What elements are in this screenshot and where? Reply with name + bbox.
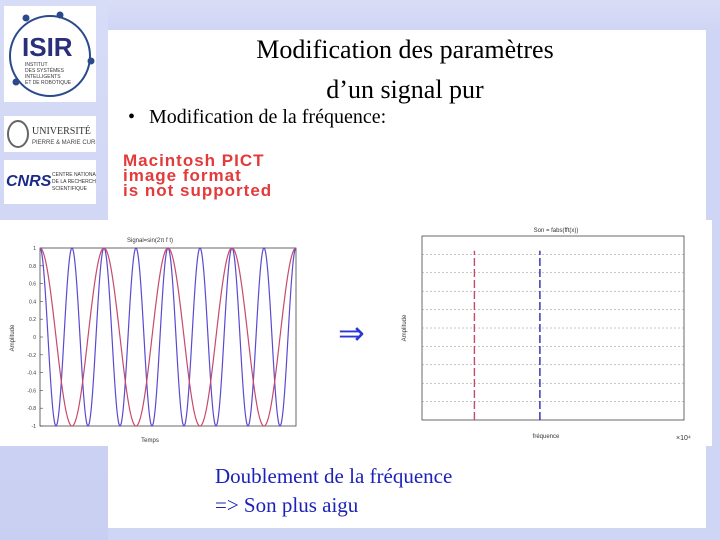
cnrs-wordmark: CNRS bbox=[6, 173, 52, 190]
cnrs-logo bbox=[4, 160, 96, 204]
isir-logo bbox=[4, 6, 96, 102]
bottom-band bbox=[108, 528, 720, 540]
implies-arrow: ⇒ bbox=[338, 314, 365, 352]
svg-text:ET DE ROBOTIQUE: ET DE ROBOTIQUE bbox=[25, 80, 72, 86]
top-band bbox=[108, 0, 720, 30]
caption-line-1: Doublement de la fréquence bbox=[215, 464, 453, 488]
svg-text:DES SYSTÈMES: DES SYSTÈMES bbox=[25, 68, 64, 74]
sine-series-1 bbox=[40, 248, 296, 426]
title-line-2: d’un signal pur bbox=[326, 75, 484, 104]
y-tick-label: 0.8 bbox=[29, 263, 36, 270]
time-signal-plot bbox=[0, 220, 300, 446]
svg-text:UNIVERSITÉ: UNIVERSITÉ bbox=[32, 126, 91, 137]
svg-text:SCIENTIFIQUE: SCIENTIFIQUE bbox=[52, 186, 88, 192]
upmc-logo bbox=[4, 116, 96, 152]
y-tick-label: 0.4 bbox=[29, 299, 36, 306]
y-tick-label: 0.6 bbox=[29, 281, 36, 288]
title-line-1: Modification des paramètres bbox=[256, 35, 554, 64]
y-tick-label: 0 bbox=[33, 335, 36, 341]
y-tick-label: 0.2 bbox=[29, 317, 36, 324]
plot-left-axes bbox=[40, 248, 296, 426]
plot-right-xscale: ×10⁴ bbox=[676, 435, 691, 442]
svg-text:PIERRE & MARIE CURIE: PIERRE & MARIE CURIE bbox=[32, 140, 96, 146]
plot-left-title: Signal=sin(2π f t) bbox=[127, 238, 173, 244]
y-tick-label: -0.8 bbox=[27, 406, 36, 413]
y-tick-label: -0.6 bbox=[27, 388, 36, 395]
svg-text:INSTITUT: INSTITUT bbox=[25, 62, 48, 68]
plot-right-title: Son = fabs(fft(x)) bbox=[533, 228, 579, 234]
bullet-item bbox=[128, 106, 386, 129]
y-tick-label: -0.4 bbox=[27, 370, 36, 377]
y-tick-label: -1 bbox=[31, 424, 36, 430]
isir-wordmark: ISIR bbox=[22, 32, 73, 62]
sine-series-2 bbox=[40, 248, 296, 426]
bullet-text: Modification de la fréquence: bbox=[149, 106, 387, 128]
pict-unsupported-notice: Macintosh PICT image format is not supported bbox=[123, 151, 273, 200]
svg-text:DE LA RECHERCHE: DE LA RECHERCHE bbox=[52, 179, 96, 185]
plot-left-ylabel: Amplitude bbox=[10, 324, 16, 352]
slide-title bbox=[200, 30, 610, 110]
plot-right-ylabel: Amplitude bbox=[402, 314, 408, 342]
caption bbox=[215, 462, 452, 520]
plot-right-xlabel: fréquence bbox=[532, 434, 560, 440]
plot-right-axes bbox=[422, 236, 684, 420]
caption-line-2: => Son plus aigu bbox=[215, 493, 359, 517]
spectrum-plot bbox=[396, 220, 712, 446]
bullet-marker: • bbox=[128, 106, 136, 128]
y-tick-label: -0.2 bbox=[27, 352, 36, 359]
y-tick-label: 1 bbox=[33, 246, 36, 252]
svg-text:INTELLIGENTS: INTELLIGENTS bbox=[25, 74, 61, 80]
plot-left-xlabel: Temps bbox=[141, 438, 159, 444]
svg-text:CENTRE NATIONAL: CENTRE NATIONAL bbox=[52, 172, 96, 178]
